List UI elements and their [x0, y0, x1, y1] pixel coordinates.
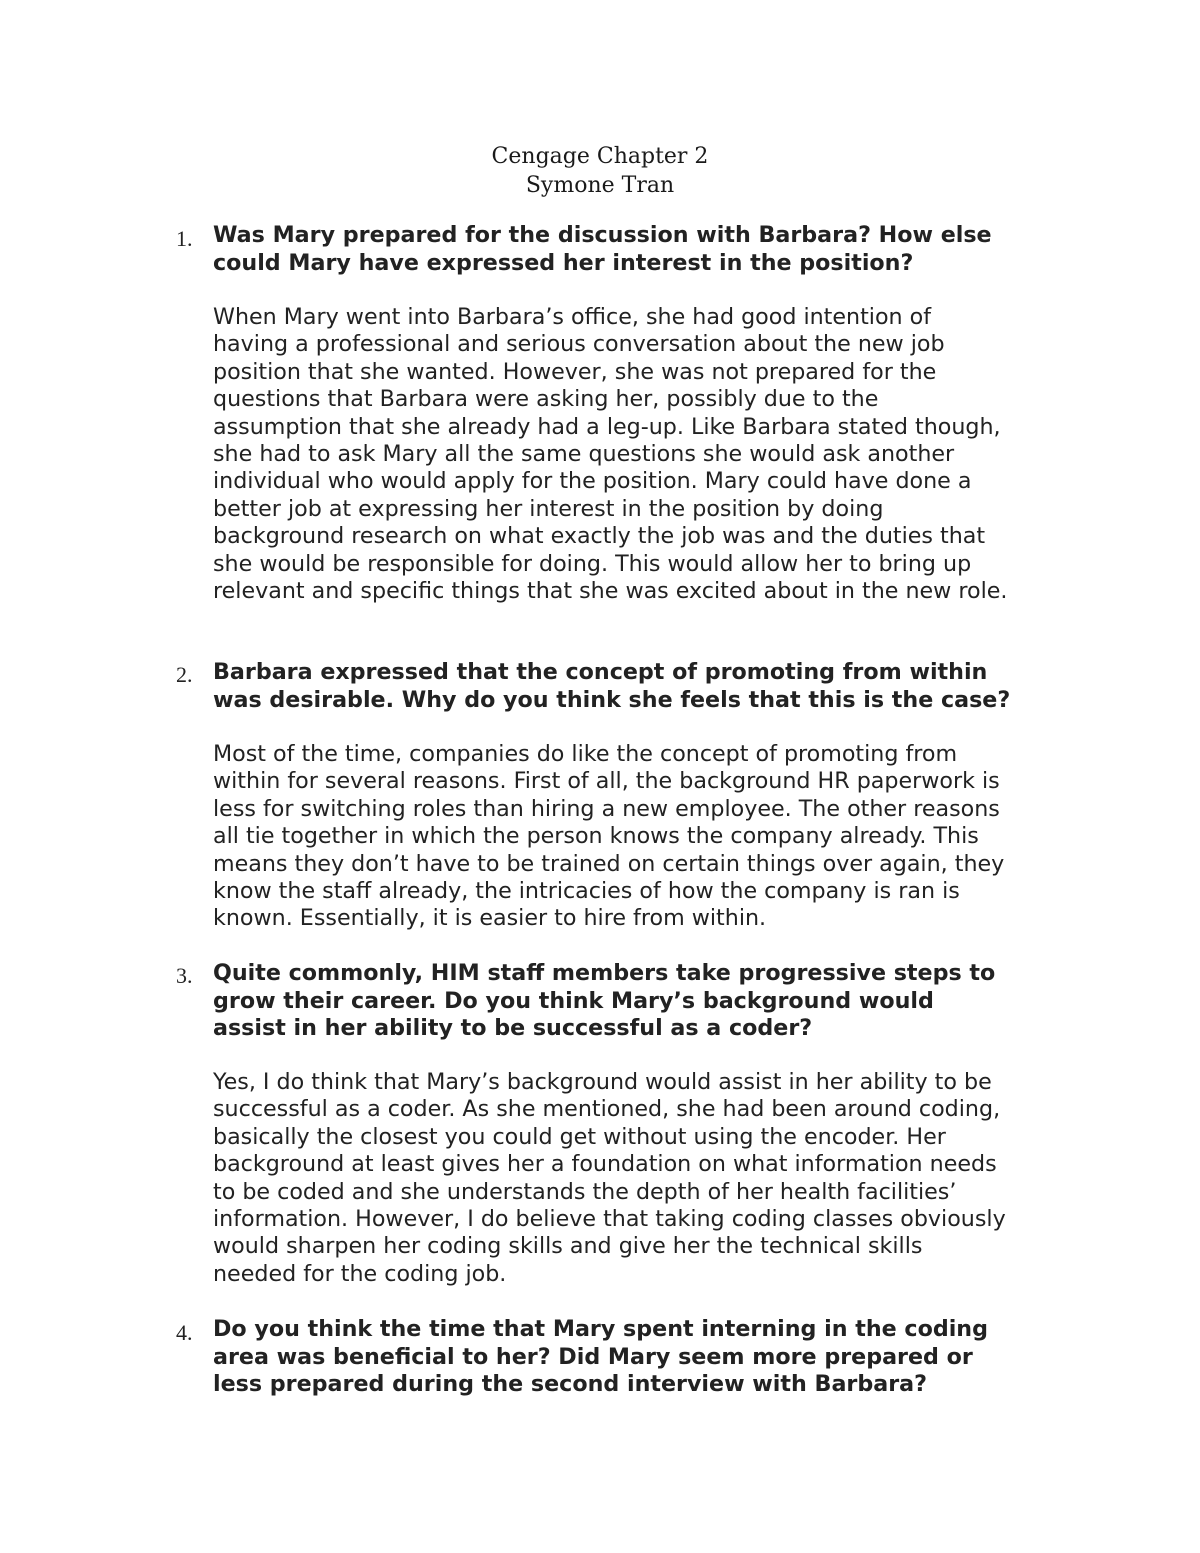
- answer-line: background research on what exactly the job was and the duties that: [213, 523, 986, 550]
- question-line: could Mary have expressed her interest in the position?: [213, 249, 914, 276]
- question-number: 3.: [176, 963, 193, 988]
- answer-line: information. However, I do believe that taking coding classes obviously: [213, 1206, 1006, 1233]
- answer-line: know the staff already, the intricacies of how the company is ran is: [213, 878, 960, 905]
- answer-line: successful as a coder. As she mentioned, she had been around coding,: [213, 1096, 1001, 1123]
- answer-line: having a professional and serious conversation about the new job: [213, 331, 945, 358]
- question-number: 1.: [176, 226, 193, 251]
- answer-line: needed for the coding job.: [213, 1260, 507, 1287]
- document-title: Cengage Chapter 2: [491, 144, 709, 169]
- answer-line: to be coded and she understands the depth of her health facilities’: [213, 1178, 957, 1205]
- question-line: assist in her ability to be successful as a coder?: [213, 1015, 813, 1041]
- answer-line: known. Essentially, it is easier to hire from within.: [213, 905, 767, 932]
- question-line: Was Mary prepared for the discussion with Barbara? How else: [213, 222, 992, 248]
- question-text: [213, 659, 1093, 714]
- answer-text: [213, 304, 1093, 605]
- question-text: [213, 1316, 1093, 1399]
- question-line: area was beneficial to her? Did Mary seem more prepared or: [213, 1343, 973, 1370]
- answer-line: means they don’t have to be trained on certain things over again, they: [213, 850, 1005, 877]
- answer-line: relevant and specific things that she was excited about in the new role.: [213, 578, 1008, 605]
- answer-line: better job at expressing her interest in the position by doing: [213, 495, 884, 522]
- answer-line: When Mary went into Barbara’s office, she had good intention of: [213, 304, 932, 330]
- question-text: [213, 960, 1093, 1043]
- answer-line: less for switching roles than hiring a new employee. The other reasons: [213, 795, 1000, 822]
- question-line: less prepared during the second interview with Barbara?: [213, 1371, 927, 1397]
- question-line: was desirable. Why do you think she feels that this is the case?: [213, 686, 1011, 713]
- answer-line: she would be responsible for doing. This would allow her to bring up: [213, 550, 972, 577]
- question-text: [213, 222, 1093, 277]
- document-author: Symone Tran: [525, 173, 675, 198]
- answer-line: Most of the time, companies do like the concept of promoting from: [213, 741, 958, 767]
- question-number: 2.: [176, 662, 193, 687]
- answer-line: within for several reasons. First of all, the background HR paperwork is: [213, 768, 1000, 795]
- answer-text: [213, 741, 1093, 933]
- answer-line: she had to ask Mary all the same questions she would ask another: [213, 441, 955, 468]
- question-line: Quite commonly, HIM staff members take progressive steps to: [213, 960, 996, 986]
- answer-text: [213, 1069, 1093, 1288]
- answer-line: all tie together in which the person knows the company already. This: [213, 823, 979, 850]
- question-line: Barbara expressed that the concept of promoting from within: [213, 659, 988, 685]
- question-line: grow their career. Do you think Mary’s background would: [213, 987, 934, 1014]
- question-line: Do you think the time that Mary spent interning in the coding: [213, 1316, 988, 1342]
- answer-line: individual who would apply for the position. Mary could have done a: [213, 468, 972, 495]
- answer-line: Yes, I do think that Mary’s background would assist in her ability to be: [213, 1069, 992, 1095]
- answer-line: basically the closest you could get without using the encoder. Her: [213, 1123, 946, 1150]
- answer-line: position that she wanted. However, she was not prepared for the: [213, 358, 937, 385]
- answer-line: questions that Barbara were asking her, possibly due to the: [213, 386, 879, 413]
- answer-line: would sharpen her coding skills and give her the technical skills: [213, 1233, 923, 1260]
- question-number: 4.: [176, 1320, 193, 1345]
- answer-line: assumption that she already had a leg-up. Like Barbara stated though,: [213, 413, 1001, 440]
- answer-line: background at least gives her a foundation on what information needs: [213, 1151, 997, 1178]
